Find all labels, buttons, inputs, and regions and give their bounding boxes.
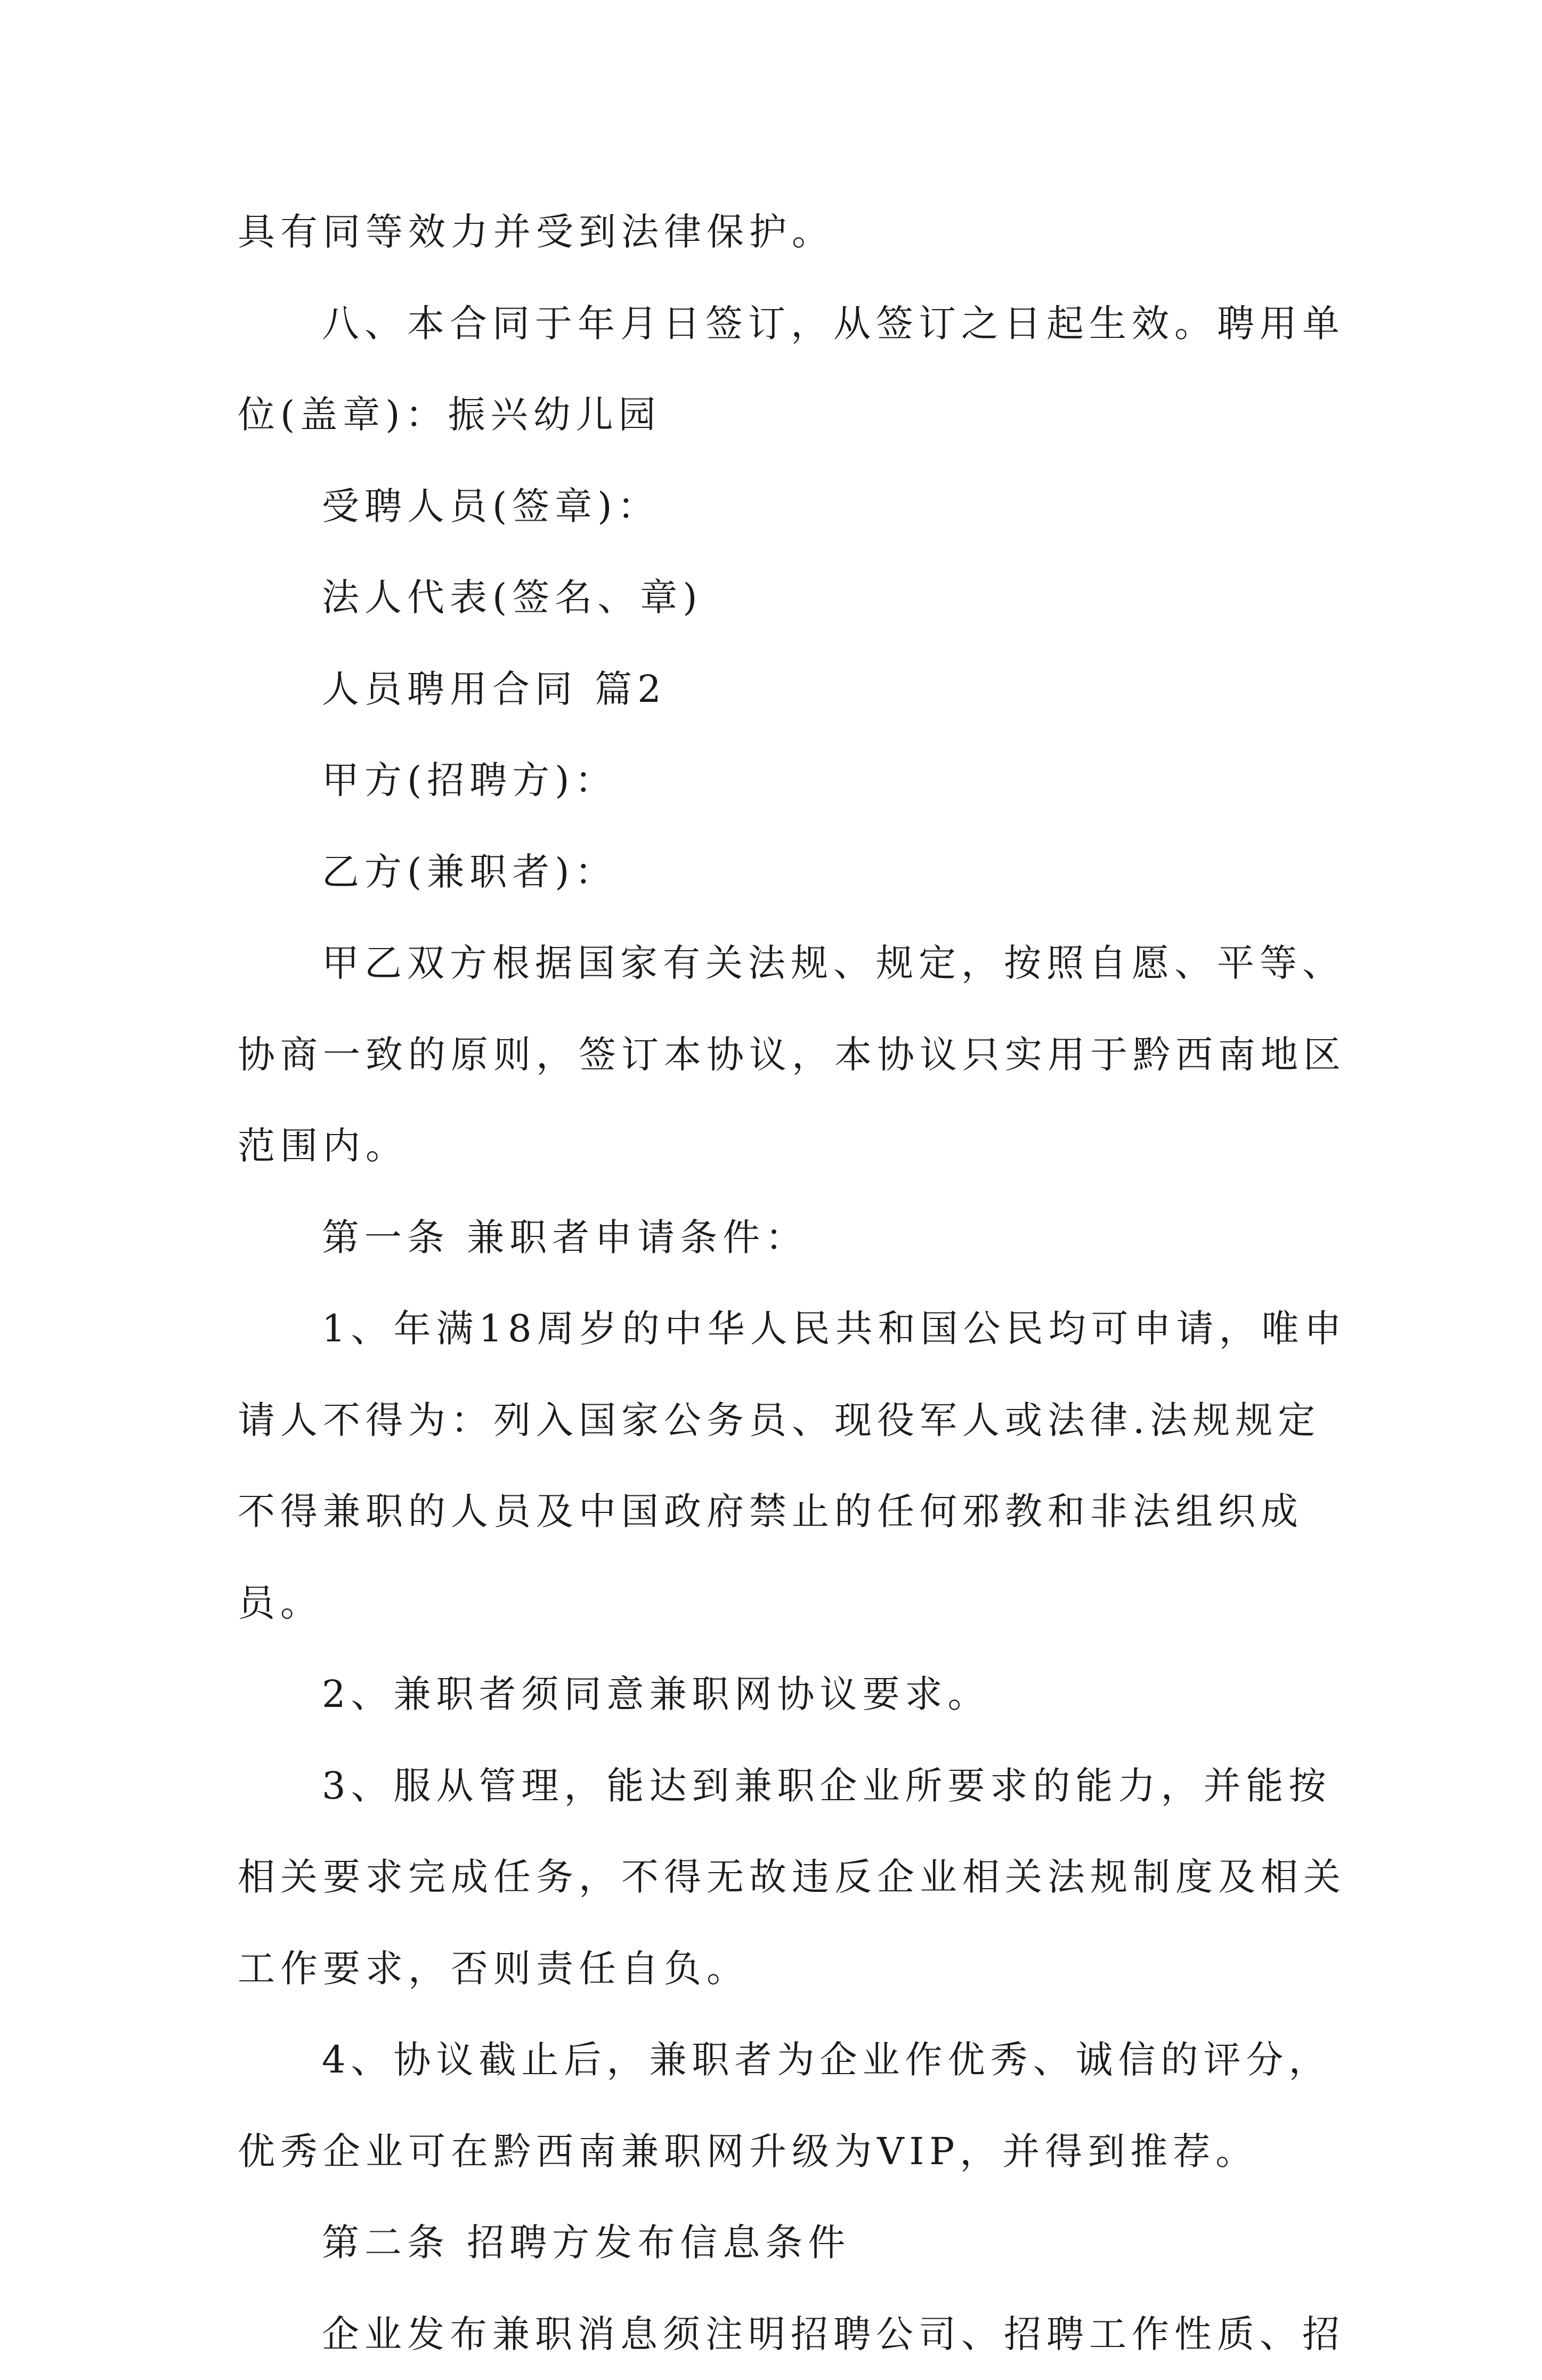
text-line: 不得兼职的人员及中国政府禁止的任何邪教和非法组织成 [238,1466,1325,1558]
text-line: 第二条 招聘方发布信息条件 [238,2197,1325,2289]
text-line: 工作要求，否则责任自负。 [238,1923,1325,2015]
text-line: 甲乙双方根据国家有关法规、规定，按照自愿、平等、 [238,918,1325,1009]
text-line: 1、年满18周岁的中华人民共和国公民均可申请，唯申 [238,1283,1325,1375]
document-body [238,187,1325,2380]
text-line: 3、服从管理，能达到兼职企业所要求的能力，并能按 [238,1741,1325,1832]
text-line: 位(盖章)：振兴幼儿园 [238,369,1325,461]
text-line: 八、本合同于年月日签订，从签订之日起生效。聘用单 [238,278,1325,370]
text-line: 具有同等效力并受到法律保护。 [238,187,1325,278]
text-line: 人员聘用合同 篇2 [238,644,1325,735]
text-line: 请人不得为：列入国家公务员、现役军人或法律.法规规定 [238,1375,1325,1467]
text-line: 乙方(兼职者)： [238,827,1325,918]
text-line: 员。 [238,1558,1325,1649]
text-line: 法人代表(签名、章) [238,552,1325,644]
text-line: 范围内。 [238,1100,1325,1192]
text-line: 甲方(招聘方)： [238,735,1325,827]
text-line: 协商一致的原则，签订本协议，本协议只实用于黔西南地区 [238,1009,1325,1101]
text-line: 企业发布兼职消息须注明招聘公司、招聘工作性质、招 [238,2289,1325,2380]
text-line: 相关要求完成任务，不得无故违反企业相关法规制度及相关 [238,1832,1325,1923]
text-line: 优秀企业可在黔西南兼职网升级为VIP，并得到推荐。 [238,2106,1325,2198]
text-line: 2、兼职者须同意兼职网协议要求。 [238,1649,1325,1741]
text-line: 4、协议截止后，兼职者为企业作优秀、诚信的评分， [238,2014,1325,2106]
text-line: 受聘人员(签章)： [238,461,1325,553]
text-line: 第一条 兼职者申请条件： [238,1192,1325,1284]
